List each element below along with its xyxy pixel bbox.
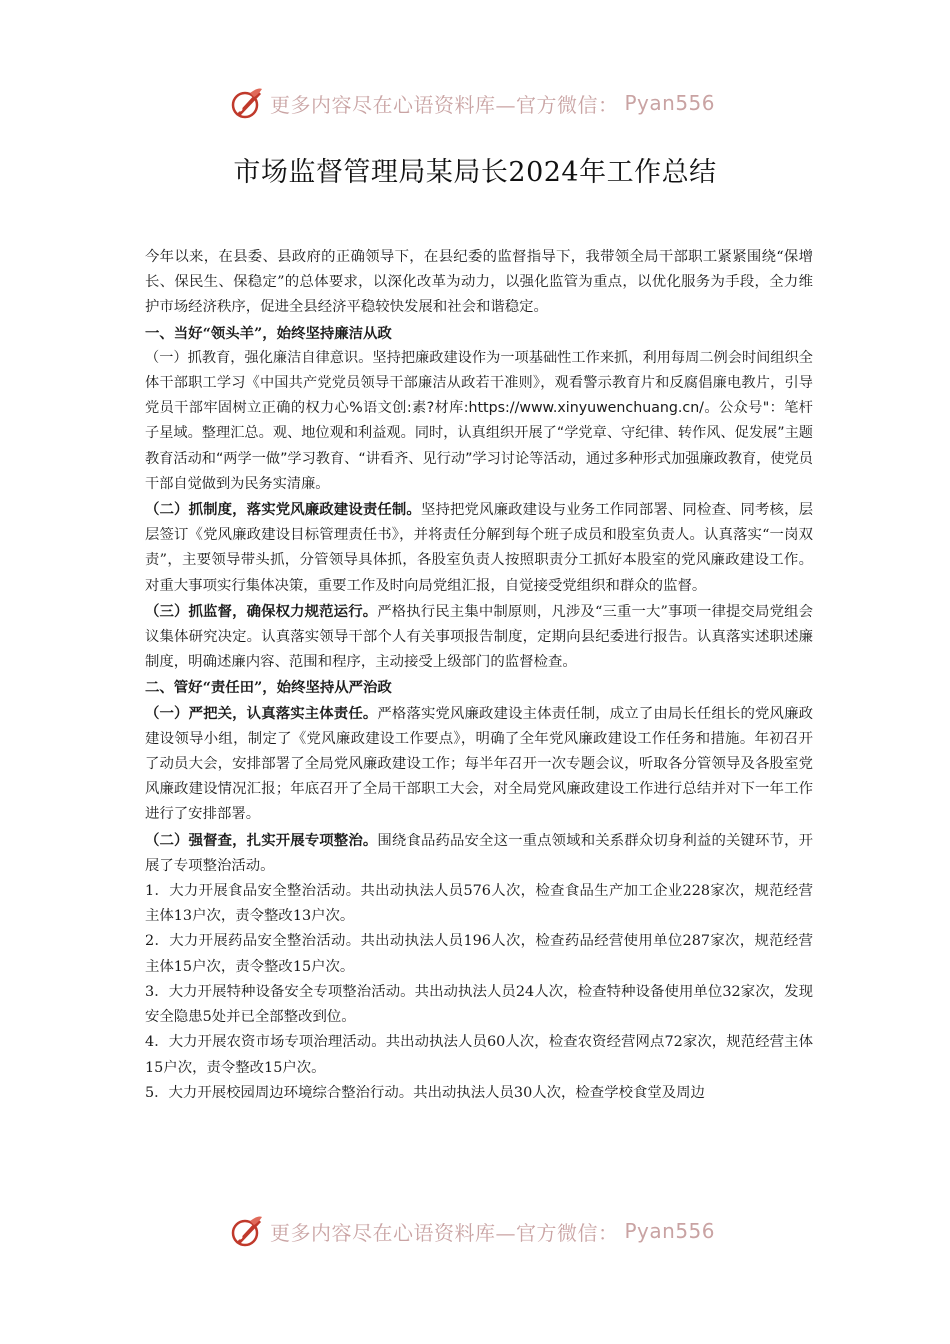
list-item: 4．大力开展农资市场专项治理活动。共出动执法人员60人次，检查农资经营网点72家次，规范经营主体15户次，责令整改15户次。 [145,1034,813,1076]
list-item: 1．大力开展食品安全整治活动。共出动执法人员576人次，检查食品生产加工企业228家次，规范经营主体13户次，责令整改13户次。 [145,883,813,925]
paragraph-body: 严格执行民主集中制原则，凡涉及“三重一大”事项一律提交局党组会议集体研究决定。认真落实领导干部个人有关事项报告制度，定期向县纪委进行报告。认真落实述职述廉制度，明确述廉内容、范围和程序，主动接受上级部门的监督检查。 [145,603,813,671]
paragraph-lead: （二）强督查，扎实开展专项整治。 [145,831,378,849]
watermark-wechat-id: Pyan556 [624,1219,716,1243]
list-item: 5．大力开展校园周边环境综合整治行动。共出动执法人员30人次，检查学校食堂及周边 [145,1084,705,1101]
watermark-text: 更多内容尽在心语资料库—官方微信： [270,1220,619,1245]
document-title: 市场监督管理局某局长2024年工作总结 [233,157,717,188]
intro-paragraph: 今年以来，在县委、县政府的正确领导下，在县纪委的监督指导下，我带领全局干部职工紧紧围绕“保增长、保民生、保稳定”的总体要求，以深化改革为动力，以强化监管为重点，以优化服务为手段，全力维护市场经济秩序，促进全县经济平稳较快发展和社会和谐稳定。 [145,249,813,316]
section-2-paragraph-2 [145,828,813,879]
watermark-wechat-id: Pyan556 [624,91,716,115]
section-1-paragraph-1: （一）抓教育，强化廉洁自律意识。坚持把廉政建设作为一项基础性工作来抓，利用每周二例会时间组织全体干部职工学习《中国共产党党员领导干部廉洁从政若干准则》，观看警示教育片和反腐倡廉电教片，引导党员干部牢固树立正确的权力心%语文创:素?材库:https://www.xinyuwenchuang.cn/。公众号"：笔杆子星域。整理汇总。观、地位观和利益观。同时，认真组织开展了“学党章、守纪律、转作风、促发展”主题教育活动和“两学一做”学习教育、“讲看齐、见行动”学习讨论等活动，通过多种形式加强廉政教育，使党员干部自觉做到为民务实清廉。 [145,349,813,492]
section-2-paragraph-1 [145,701,813,828]
list-item: 3．大力开展特种设备安全专项整治活动。共出动执法人员24人次，检查特种设备使用单位32家次，发现安全隐患5处并已全部整改到位。 [145,983,813,1026]
document-body [145,245,813,1106]
quill-logo-icon [228,85,264,121]
section-2-heading: 二、管好“责任田”，始终坚持从严治政 [145,679,392,697]
paragraph-lead: （二）抓制度，落实党风廉政建设责任制。 [145,501,421,519]
watermark-banner-bottom [228,1212,748,1250]
paragraph-body: 围绕食品药品安全这一重点领域和关系群众切身利益的关键环节，开展了专项整治活动。 [145,832,813,874]
section-1-paragraph-2 [145,497,813,599]
list-item: 2．大力开展药品安全整治活动。共出动执法人员196人次，检查药品经营使用单位287家次，规范经营主体15户次，责令整改15户次。 [145,933,813,975]
watermark-banner-top [228,84,748,122]
paragraph-lead: （三）抓监督，确保权力规范运行。 [145,602,378,620]
paragraph-body: 严格落实党风廉政建设主体责任制，成立了由局长任组长的党风廉政建设领导小组，制定了《党风廉政建设工作要点》，明确了全年党风廉政建设工作任务和措施。年初召开了动员大会，安排部署了全局党风廉政建设工作；每半年召开一次专题会议，听取各分管领导及各股室党风廉政建设情况汇报；年底召开了全局干部职工大会，对全局党风廉政建设工作进行总结并对下一年工作进行了安排部署。 [145,705,813,823]
section-1-paragraph-3 [145,599,813,676]
paragraph-body: 坚持把党风廉政建设与业务工作同部署、同检查、同考核，层层签订《党风廉政建设目标管理责任书》，并将责任分解到每个班子成员和股室负责人。认真落实“一岗双责”，主要领导带头抓，分管领导具体抓，各股室负责人按照职责分工抓好本股室的党风廉政建设工作。对重大事项实行集体决策，重要工作及时向局党组汇报，自觉接受党组织和群众的监督。 [145,502,813,594]
quill-logo-icon [228,1213,264,1249]
watermark-text: 更多内容尽在心语资料库—官方微信： [270,92,619,117]
section-1-heading: 一、当好“领头羊”，始终坚持廉洁从政 [145,324,392,342]
paragraph-lead: （一）严把关，认真落实主体责任。 [145,704,378,722]
